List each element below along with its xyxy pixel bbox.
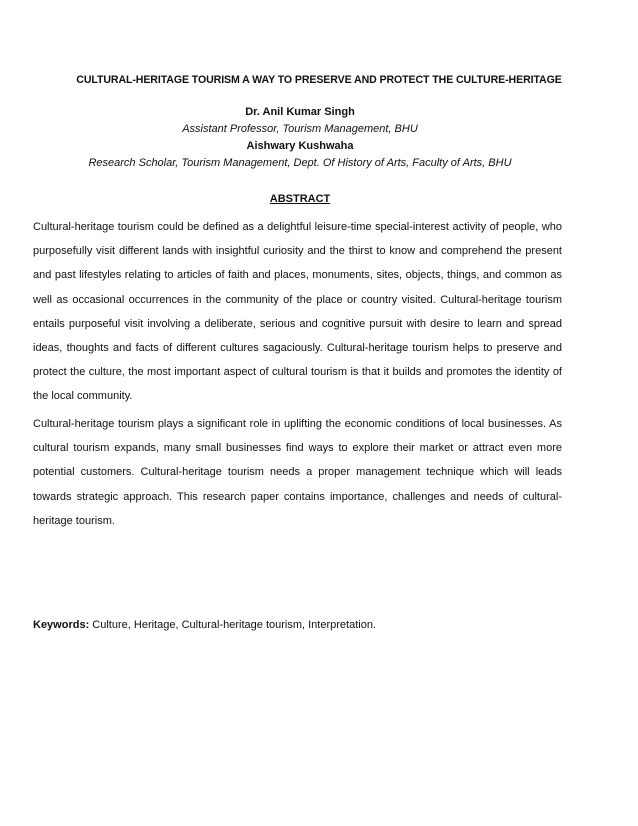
- author-block: [0, 104, 600, 172]
- abstract-heading: ABSTRACT: [269, 193, 331, 205]
- abstract-paragraph: Cultural-heritage tourism plays a significant role in uplifting the economic conditions of local businesses. As cultural tourism expands, many small businesses find ways to explore their market or attract even more potential customers. Cultural-heritage tourism needs a proper management technique which will leads towards strategic approach. This research paper contains importance, challenges and needs of cultural-heritage tourism.: [33, 418, 562, 527]
- author-name: Dr. Anil Kumar Singh: [245, 106, 355, 118]
- keywords-text: Culture, Heritage, Cultural-heritage tourism, Interpretation.: [89, 619, 376, 631]
- abstract-paragraph: Cultural-heritage tourism could be defined as a delightful leisure-time special-interest activity of people, who purposefully visit different lands with insightful curiosity and the thirst to know and comprehend the present and past lifestyles relating to articles of faith and places, monuments, sites, objects, things, and common as well as occasional occurrences in the community of the place or country visited. Cultural-heritage tourism entails purposeful visit involving a deliberate, serious and cognitive pursuit with desire to learn and spread ideas, thoughts and facts of different cultures sagaciously. Cultural-heritage tourism helps to preserve and protect the culture, the most important aspect of cultural tourism is that it builds and promotes the identity of the local community.: [33, 221, 562, 403]
- author-affiliation: Research Scholar, Tourism Management, Dept. Of History of Arts, Faculty of Arts, BHU: [88, 157, 512, 169]
- keywords-label: Keywords:: [33, 619, 90, 631]
- paper-title: CULTURAL-HERITAGE TOURISM A WAY TO PRESERVE AND PROTECT THE CULTURE-HERITAGE: [76, 74, 562, 86]
- author-name: Aishwary Kushwaha: [246, 140, 354, 152]
- author-affiliation: Assistant Professor, Tourism Management, BHU: [182, 123, 418, 135]
- keywords-line: [33, 617, 562, 633]
